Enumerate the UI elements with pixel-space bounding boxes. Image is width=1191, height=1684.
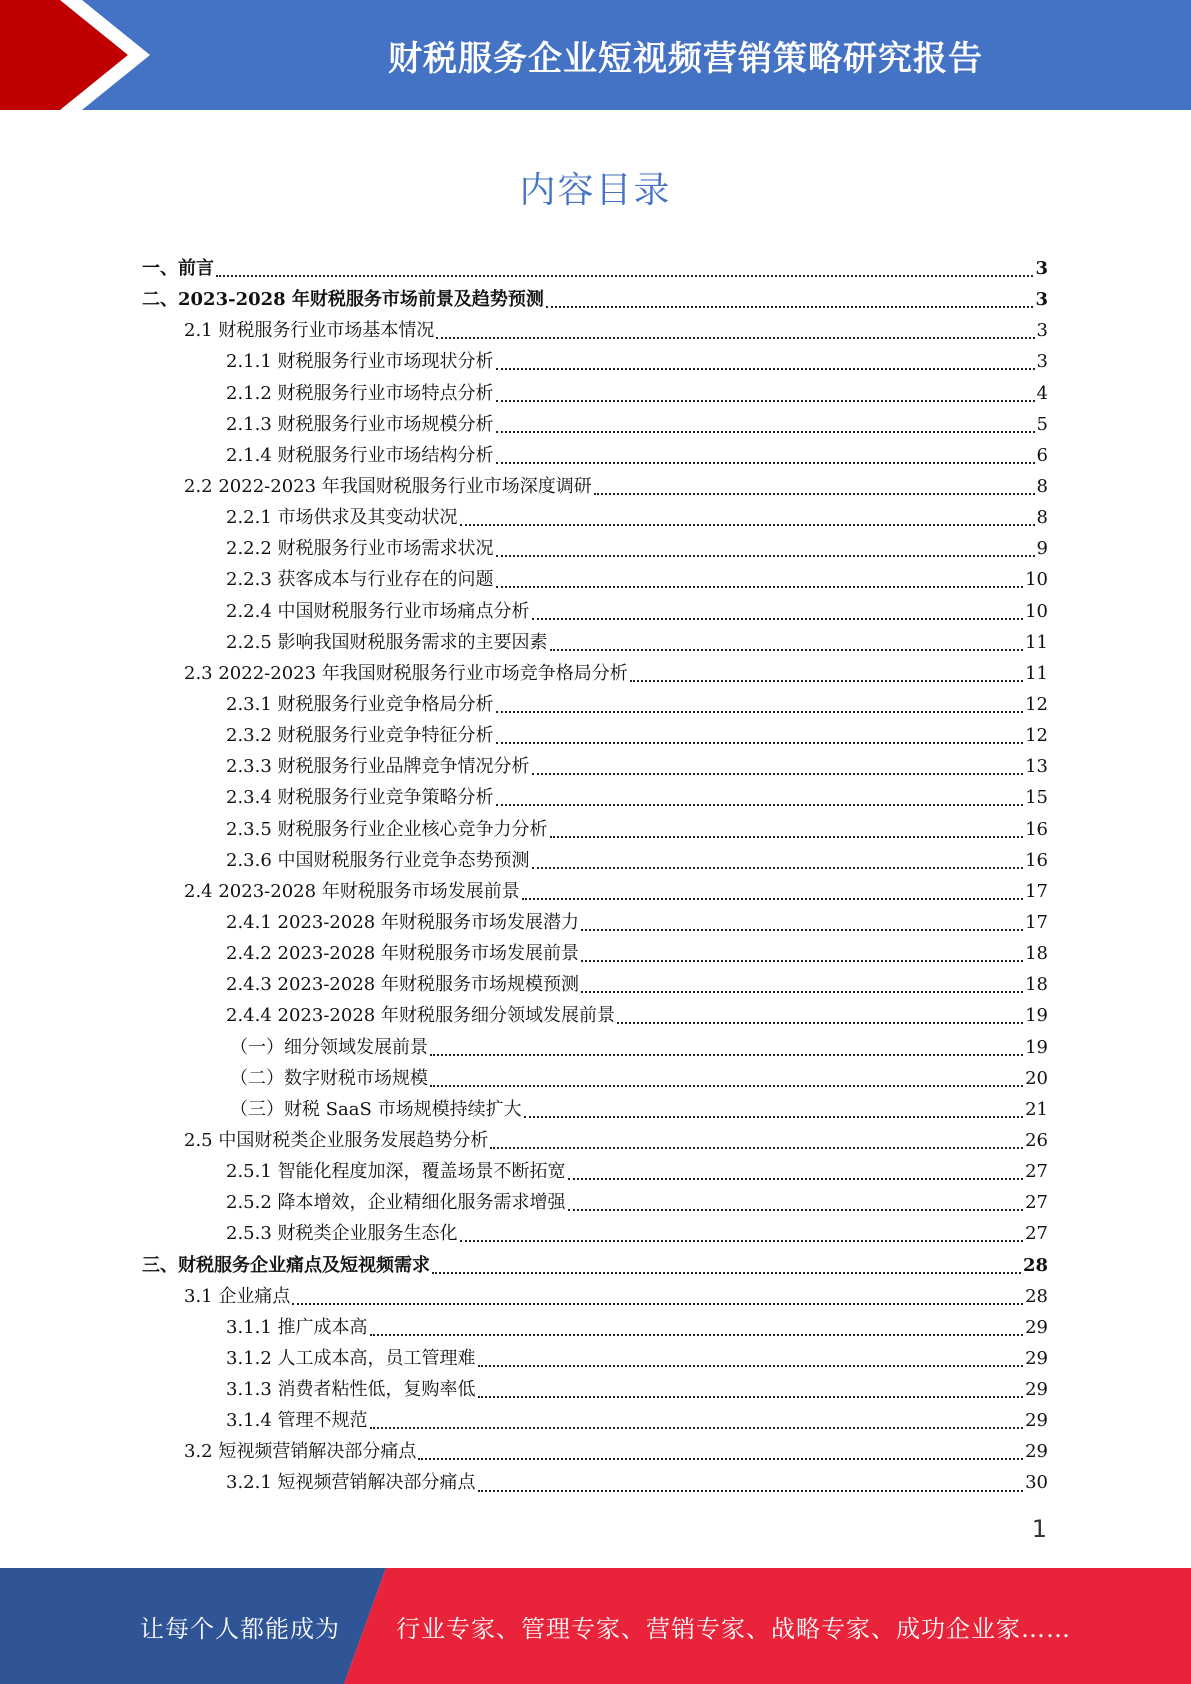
toc-entry-page: 20 [1025,1067,1048,1089]
footer-slogan-left: 让每个人都能成为 [140,1614,340,1643]
toc-entry-page: 17 [1025,911,1048,933]
toc-dot-leader [436,336,1034,339]
toc-entry-page: 12 [1025,693,1048,715]
toc-entry-page: 8 [1036,507,1048,529]
toc-entry-page: 28 [1022,1254,1048,1276]
toc-entry-title: 2.4.1 2023-2028 年财税服务市场发展潜力 [226,911,579,933]
toc-entry-page: 3 [1035,289,1048,311]
toc-entry-title: 二、2023-2028 年财税服务市场前景及趋势预测 [142,289,544,311]
toc-entry-title: 2.3 2022-2023 年我国财税服务行业市场竞争格局分析 [184,662,628,684]
toc-dot-leader [532,772,1024,775]
toc-entry-page: 29 [1025,1347,1048,1369]
toc-entry-page: 27 [1025,1223,1048,1245]
toc-dot-leader [550,648,1024,651]
toc-entry-title: 3.1.1 推广成本高 [226,1316,368,1338]
toc-entry[interactable] [142,378,1048,409]
toc-entry[interactable] [142,751,1048,782]
toc-entry-title: 2.1.1 财税服务行业市场现状分析 [226,351,494,373]
toc-entry[interactable] [142,533,1048,564]
toc-entry[interactable] [142,969,1048,1000]
toc-entry-title: 3.1.2 人工成本高，员工管理难 [226,1347,476,1369]
toc-entry[interactable] [142,1187,1048,1218]
toc-entry[interactable] [142,471,1048,502]
toc-entry[interactable] [142,346,1048,377]
toc-entry[interactable] [142,564,1048,595]
toc-entry-page: 11 [1025,662,1048,684]
toc-entry-title: 2.5.1 智能化程度加深，覆盖场景不断拓宽 [226,1161,566,1183]
toc-dot-leader [581,928,1023,931]
table-of-contents [142,253,1048,1499]
toc-entry-page: 10 [1025,569,1048,591]
toc-entry-title: 2.5.3 财税类企业服务生态化 [226,1223,458,1245]
toc-dot-leader [532,866,1024,869]
toc-entry-page: 16 [1025,849,1048,871]
toc-entry-page: 29 [1025,1379,1048,1401]
toc-entry-page: 12 [1025,725,1048,747]
toc-entry-page: 26 [1025,1129,1048,1151]
toc-entry[interactable] [142,1000,1048,1031]
report-title: 财税服务企业短视频营销策略研究报告 [388,38,983,79]
toc-entry[interactable] [142,1156,1048,1187]
toc-entry[interactable] [142,596,1048,627]
toc-dot-leader [216,274,1033,277]
toc-entry-title: 2.4.4 2023-2028 年财税服务细分领域发展前景 [226,1005,615,1027]
toc-entry[interactable] [142,1467,1048,1498]
toc-dot-leader [496,803,1024,806]
footer-slogan-right: 行业专家、管理专家、营销专家、战略专家、成功企业家…… [396,1614,1071,1643]
toc-entry-title: 2.2.3 获客成本与行业存在的问题 [226,569,494,591]
toc-dot-leader [496,710,1024,713]
toc-entry-page: 28 [1025,1285,1048,1307]
toc-entry-title: 2.2.5 影响我国财税服务需求的主要因素 [226,631,548,653]
toc-entry[interactable] [142,814,1048,845]
page-number: 1 [1031,1515,1047,1543]
toc-entry-title: 2.1.2 财税服务行业市场特点分析 [226,382,494,404]
toc-dot-leader [546,305,1034,308]
toc-entry[interactable] [142,502,1048,533]
toc-entry[interactable] [142,907,1048,938]
toc-entry[interactable] [142,1094,1048,1125]
toc-entry-page: 19 [1025,1005,1048,1027]
toc-dot-leader [430,1084,1023,1087]
toc-entry-title: （二）数字财税市场规模 [230,1067,428,1089]
toc-dot-leader [550,835,1024,838]
toc-entry-title: 3.1.3 消费者粘性低，复购率低 [226,1379,476,1401]
toc-dot-leader [568,1177,1024,1180]
toc-dot-leader [630,679,1023,682]
toc-entry-page: 29 [1025,1441,1048,1463]
toc-entry[interactable] [142,876,1048,907]
toc-dot-leader [430,1053,1023,1056]
toc-entry[interactable] [142,1125,1048,1156]
toc-entry-page: 27 [1025,1161,1048,1183]
toc-entry[interactable] [142,1032,1048,1063]
toc-entry-title: 2.1.4 财税服务行业市场结构分析 [226,444,494,466]
toc-entry[interactable] [142,845,1048,876]
toc-dot-leader [581,990,1023,993]
toc-dot-leader [370,1333,1024,1336]
toc-entry-page: 17 [1025,880,1048,902]
toc-entry[interactable] [142,720,1048,751]
toc-entry[interactable] [142,284,1048,315]
toc-entry-title: 2.1.3 财税服务行业市场规模分析 [226,413,494,435]
toc-dot-leader [478,1489,1024,1492]
toc-entry-page: 18 [1025,974,1048,996]
toc-dot-leader [581,959,1023,962]
toc-entry[interactable] [142,1218,1048,1249]
toc-dot-leader [617,1021,1023,1024]
toc-dot-leader [478,1364,1024,1367]
toc-entry[interactable] [142,782,1048,813]
toc-entry-page: 16 [1025,818,1048,840]
toc-entry-page: 3 [1035,258,1048,279]
toc-entry-page: 18 [1025,943,1048,965]
toc-entry-title: （三）财税 SaaS 市场规模持续扩大 [230,1098,522,1120]
toc-dot-leader [496,585,1024,588]
toc-entry[interactable] [142,1436,1048,1467]
toc-dot-leader [496,399,1035,402]
toc-entry-page: 30 [1025,1472,1048,1494]
toc-entry[interactable] [142,440,1048,471]
toc-dot-leader [568,1208,1024,1211]
toc-entry[interactable] [142,1281,1048,1312]
toc-entry[interactable] [142,1063,1048,1094]
toc-entry-title: 3.2.1 短视频营销解决部分痛点 [226,1472,476,1494]
toc-dot-leader [532,617,1024,620]
toc-entry-title: 2.3.6 中国财税服务行业竞争态势预测 [226,849,530,871]
toc-entry-title: 2.5.2 降本增效，企业精细化服务需求增强 [226,1192,566,1214]
toc-entry-title: 2.2.4 中国财税服务行业市场痛点分析 [226,600,530,622]
toc-dot-leader [522,897,1023,900]
toc-entry-page: 29 [1025,1316,1048,1338]
toc-entry-page: 6 [1036,444,1048,466]
toc-entry-page: 13 [1025,756,1048,778]
toc-entry[interactable] [142,1405,1048,1436]
toc-entry-page: 3 [1036,320,1048,342]
toc-dot-leader [490,1146,1023,1149]
toc-entry-page: 5 [1036,413,1048,435]
toc-entry[interactable] [142,658,1048,689]
header-chevron-decoration [0,0,160,110]
toc-dot-leader [524,1115,1024,1118]
toc-entry[interactable] [142,1312,1048,1343]
toc-entry[interactable] [142,1250,1048,1281]
toc-entry-page: 29 [1025,1410,1048,1432]
toc-heading: 内容目录 [519,170,672,211]
toc-entry-title: 2.4.2 2023-2028 年财税服务市场发展前景 [226,943,579,965]
toc-entry-page: 11 [1025,631,1048,653]
toc-dot-leader [496,367,1035,370]
toc-dot-leader [594,492,1035,495]
toc-entry[interactable] [142,938,1048,969]
toc-entry-title: 2.3.4 财税服务行业竞争策略分析 [226,787,494,809]
toc-dot-leader [418,1457,1023,1460]
toc-dot-leader [496,430,1035,433]
toc-entry-title: 2.5 中国财税类企业服务发展趋势分析 [184,1129,489,1151]
toc-entry-page: 10 [1025,600,1048,622]
toc-entry-title: 三、财税服务企业痛点及短视频需求 [142,1254,430,1276]
toc-entry-page: 9 [1036,538,1048,560]
toc-entry-title: 2.2.2 财税服务行业市场需求状况 [226,538,494,560]
toc-entry-title: 2.3.5 财税服务行业企业核心竞争力分析 [226,818,548,840]
toc-dot-leader [460,523,1035,526]
toc-entry-title: 2.3.1 财税服务行业竞争格局分析 [226,693,494,715]
toc-entry[interactable] [142,689,1048,720]
toc-entry[interactable] [142,315,1048,346]
toc-entry-page: 4 [1036,382,1048,404]
toc-entry-title: 2.2 2022-2023 年我国财税服务行业市场深度调研 [184,475,592,497]
toc-entry-title: 一、前言 [142,258,214,279]
page-header [0,0,1191,110]
toc-entry-title: 2.1 财税服务行业市场基本情况 [184,320,435,342]
toc-dot-leader [432,1271,1021,1274]
toc-dot-leader [496,554,1035,557]
toc-entry-page: 19 [1025,1036,1048,1058]
toc-entry-page: 15 [1025,787,1048,809]
toc-dot-leader [292,1302,1023,1305]
toc-dot-leader [370,1426,1024,1429]
toc-entry-title: （一）细分领域发展前景 [230,1036,428,1058]
toc-entry-title: 2.4 2023-2028 年财税服务市场发展前景 [184,880,520,902]
toc-dot-leader [496,461,1035,464]
toc-entry-page: 27 [1025,1192,1048,1214]
toc-entry-page: 21 [1025,1098,1048,1120]
toc-entry-title: 2.3.2 财税服务行业竞争特征分析 [226,725,494,747]
toc-entry-title: 3.2 短视频营销解决部分痛点 [184,1441,417,1463]
toc-entry-page: 8 [1036,475,1048,497]
toc-entry[interactable] [142,627,1048,658]
toc-entry-page: 3 [1036,351,1048,373]
toc-entry-title: 2.3.3 财税服务行业品牌竞争情况分析 [226,756,530,778]
toc-entry-title: 2.2.1 市场供求及其变动状况 [226,507,458,529]
toc-entry[interactable] [142,253,1048,284]
toc-dot-leader [460,1239,1024,1242]
toc-entry-title: 2.4.3 2023-2028 年财税服务市场规模预测 [226,974,579,996]
toc-dot-leader [496,741,1024,744]
page-footer [0,1568,1191,1684]
toc-entry[interactable] [142,1343,1048,1374]
toc-entry[interactable] [142,1374,1048,1405]
toc-entry[interactable] [142,409,1048,440]
toc-dot-leader [478,1395,1024,1398]
toc-entry-title: 3.1 企业痛点 [184,1285,291,1307]
toc-entry-title: 3.1.4 管理不规范 [226,1410,368,1432]
